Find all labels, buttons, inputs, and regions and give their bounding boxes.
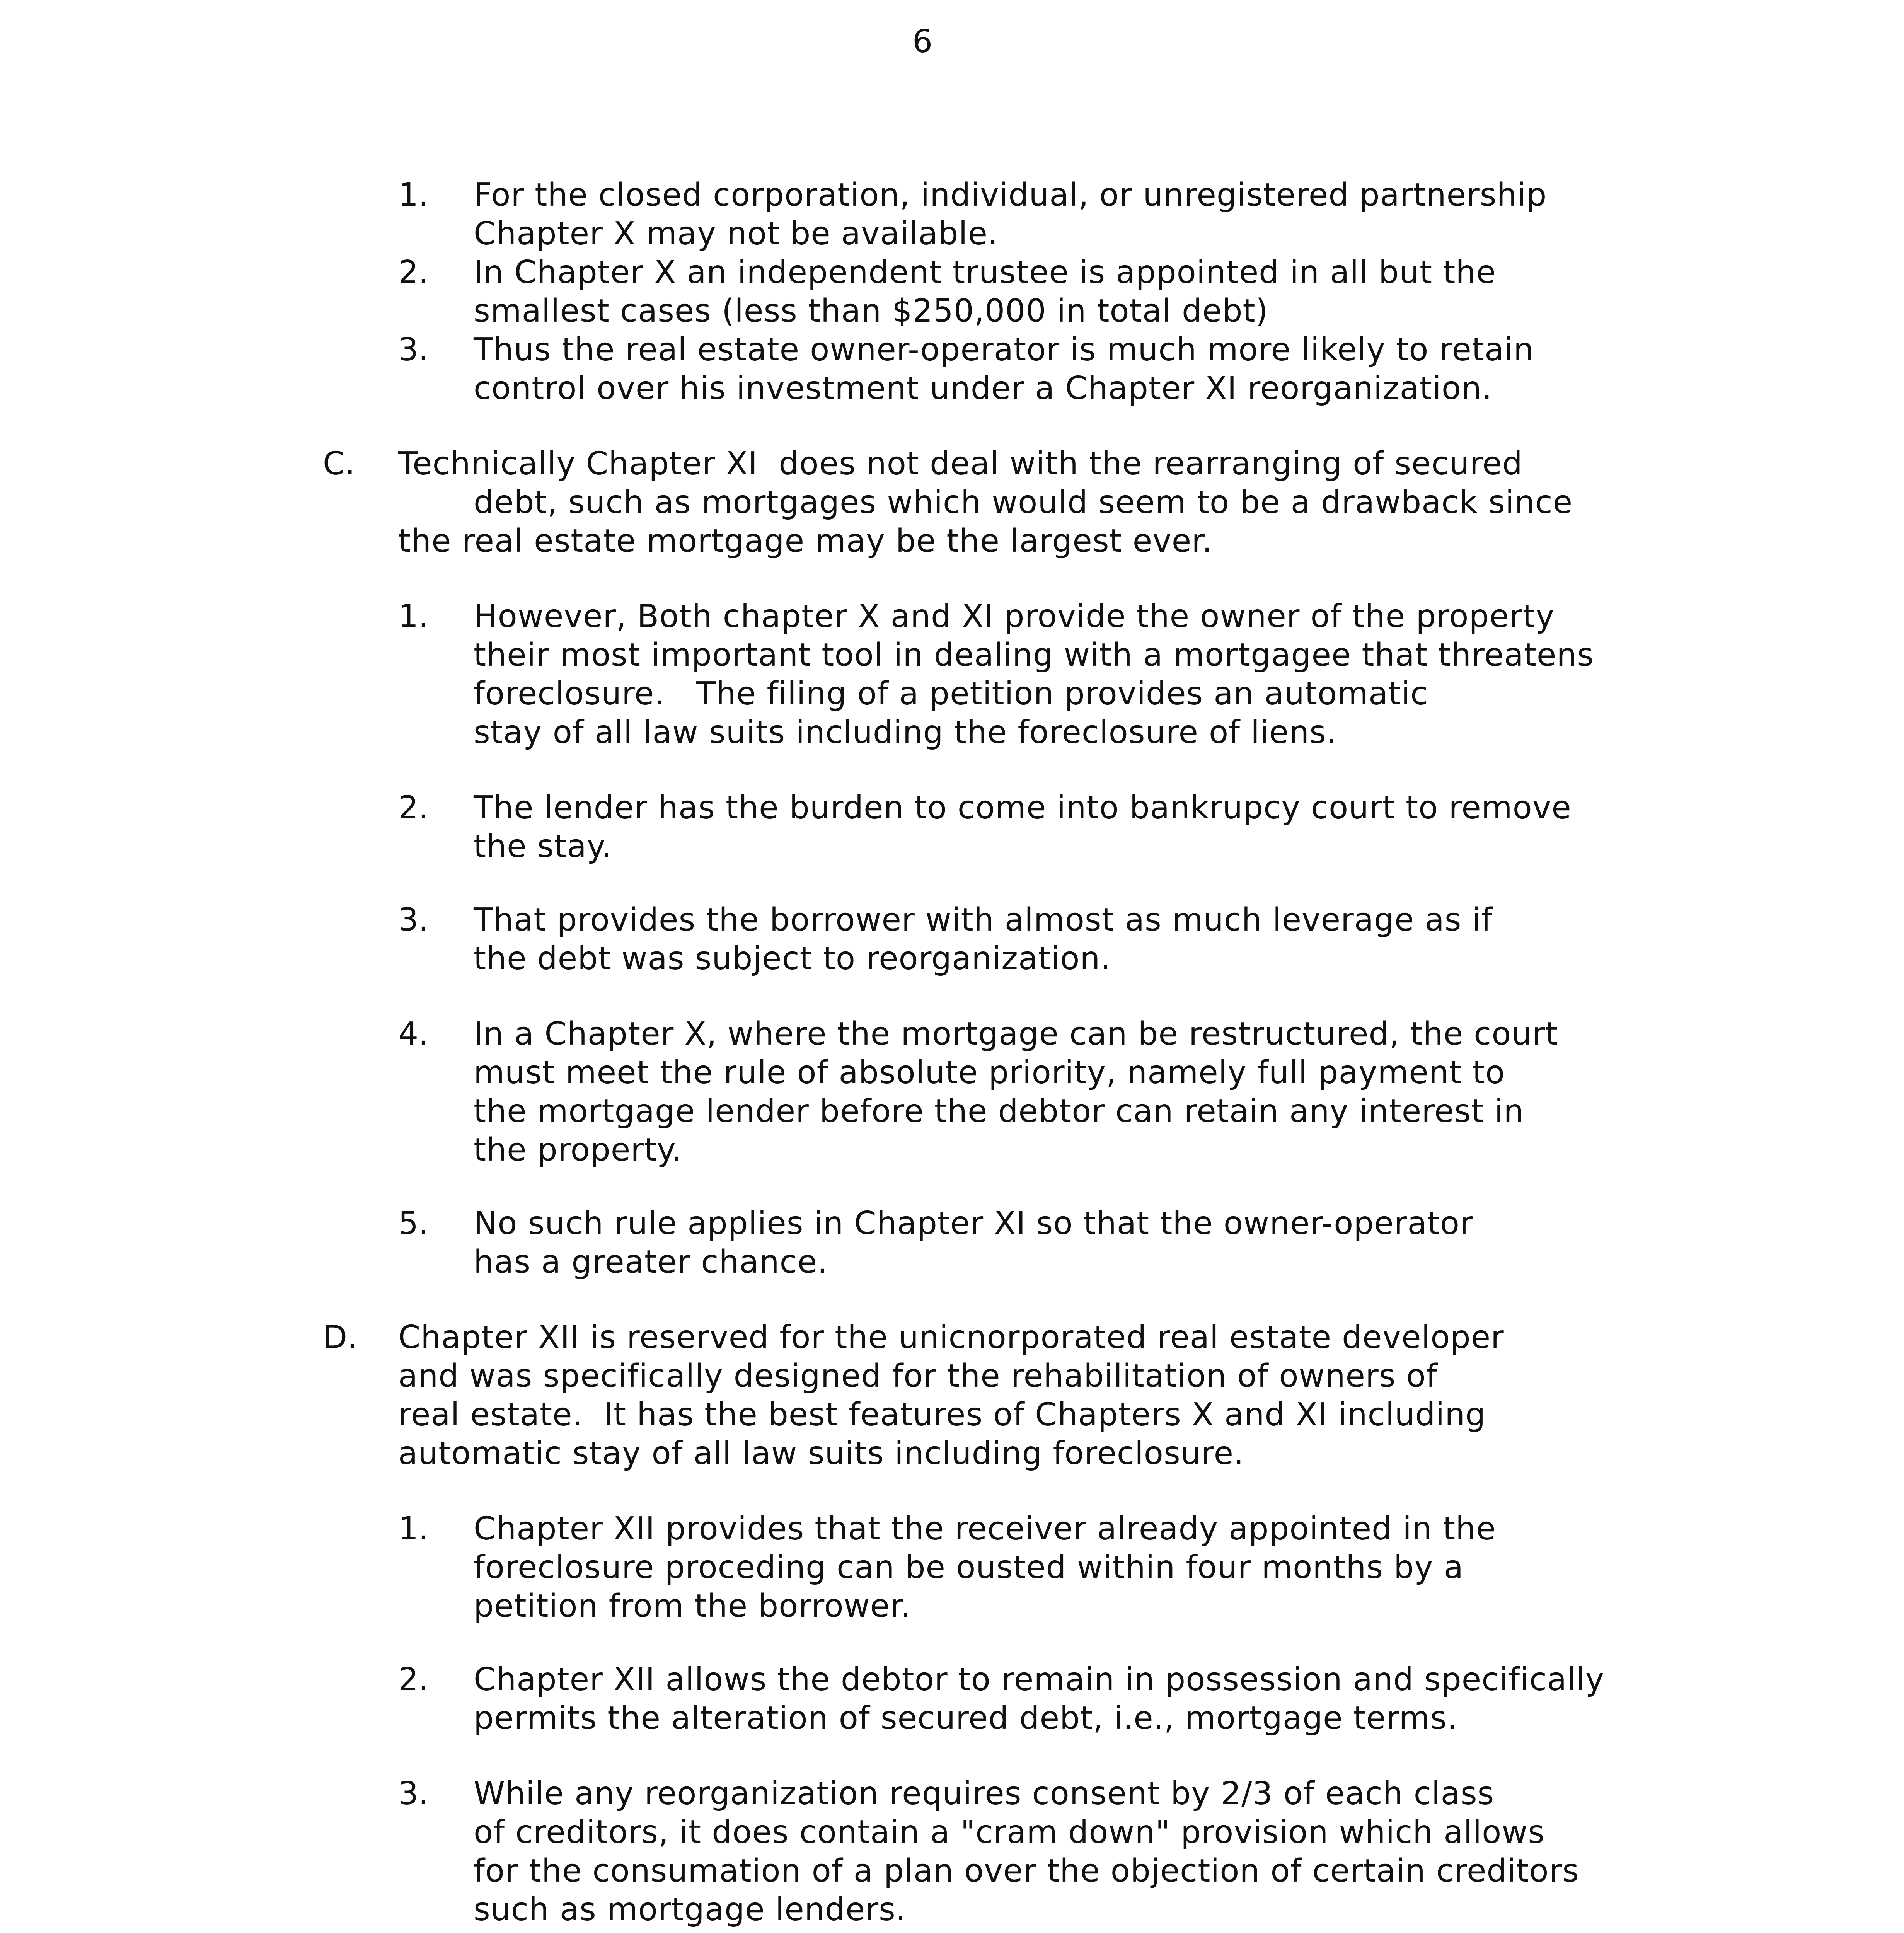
page-number: 6: [912, 23, 933, 60]
text-line: In Chapter X an independent trustee is appointed in all but the: [474, 254, 1496, 291]
list-marker: 1.: [398, 1510, 429, 1547]
text-line: The lender has the burden to come into bankrupcy court to remove: [474, 789, 1572, 826]
list-marker: 2.: [398, 1661, 429, 1698]
text-line: must meet the rule of absolute priority, namely full payment to: [474, 1054, 1505, 1091]
text-line: Chapter XII is reserved for the unicnorporated real estate developer: [398, 1319, 1504, 1356]
text-line: Thus the real estate owner-operator is much more likely to retain: [474, 331, 1534, 368]
text-line: the stay.: [474, 828, 612, 865]
list-marker: 3.: [398, 902, 429, 938]
text-line: their most important tool in dealing with a mortgagee that threatens: [474, 637, 1594, 673]
text-line: petition from the borrower.: [474, 1588, 911, 1624]
text-line: real estate. It has the best features of Chapters X and XI including: [398, 1396, 1486, 1433]
text-line: foreclosure. The filing of a petition provides an automatic: [474, 675, 1428, 712]
text-line: Chapter XII allows the debtor to remain in possession and specifically: [474, 1661, 1605, 1698]
text-line: No such rule applies in Chapter XI so that the owner-operator: [474, 1205, 1473, 1242]
text-line: the property.: [474, 1132, 682, 1168]
text-line: While any reorganization requires consent by 2/3 of each class: [474, 1775, 1495, 1812]
list-marker: 1.: [398, 177, 429, 213]
text-line: automatic stay of all law suits including foreclosure.: [398, 1435, 1244, 1472]
text-line: such as mortgage lenders.: [474, 1891, 906, 1928]
text-line: However, Both chapter X and XI provide the owner of the property: [474, 598, 1555, 635]
text-line: That provides the borrower with almost as much leverage as if: [474, 902, 1493, 938]
text-line: of creditors, it does contain a "cram down" provision which allows: [474, 1814, 1545, 1851]
text-line: Chapter X may not be available.: [474, 215, 998, 252]
text-line: the mortgage lender before the debtor can retain any interest in: [474, 1093, 1524, 1130]
text-line: control over his investment under a Chapter XI reorganization.: [474, 370, 1493, 407]
text-line: debt, such as mortgages which would seem to be a drawback since: [474, 484, 1573, 521]
text-line: for the consumation of a plan over the objection of certain creditors: [474, 1853, 1580, 1889]
text-line: Technically Chapter XI does not deal with the rearranging of secured: [398, 445, 1523, 482]
section-marker: C.: [323, 445, 355, 482]
text-line: In a Chapter X, where the mortgage can be restructured, the court: [474, 1016, 1558, 1052]
text-line: Chapter XII provides that the receiver already appointed in the: [474, 1510, 1496, 1547]
list-marker: 2.: [398, 254, 429, 291]
section-marker: D.: [323, 1319, 358, 1356]
text-line: the debt was subject to reorganization.: [474, 940, 1111, 977]
list-marker: 5.: [398, 1205, 429, 1242]
text-line: smallest cases (less than $250,000 in total debt): [474, 293, 1268, 329]
text-line: stay of all law suits including the foreclosure of liens.: [474, 714, 1337, 751]
text-line: permits the alteration of secured debt, i.e., mortgage terms.: [474, 1700, 1458, 1737]
list-marker: 3.: [398, 1775, 429, 1812]
list-marker: 2.: [398, 789, 429, 826]
text-line: and was specifically designed for the rehabilitation of owners of: [398, 1358, 1438, 1394]
list-marker: 4.: [398, 1016, 429, 1052]
list-marker: 3.: [398, 331, 429, 368]
list-marker: 1.: [398, 598, 429, 635]
text-line: has a greater chance.: [474, 1244, 828, 1280]
text-line: foreclosure proceding can be ousted within four months by a: [474, 1549, 1464, 1586]
text-line: the real estate mortgage may be the largest ever.: [398, 523, 1213, 559]
text-line: For the closed corporation, individual, or unregistered partnership: [474, 177, 1547, 213]
